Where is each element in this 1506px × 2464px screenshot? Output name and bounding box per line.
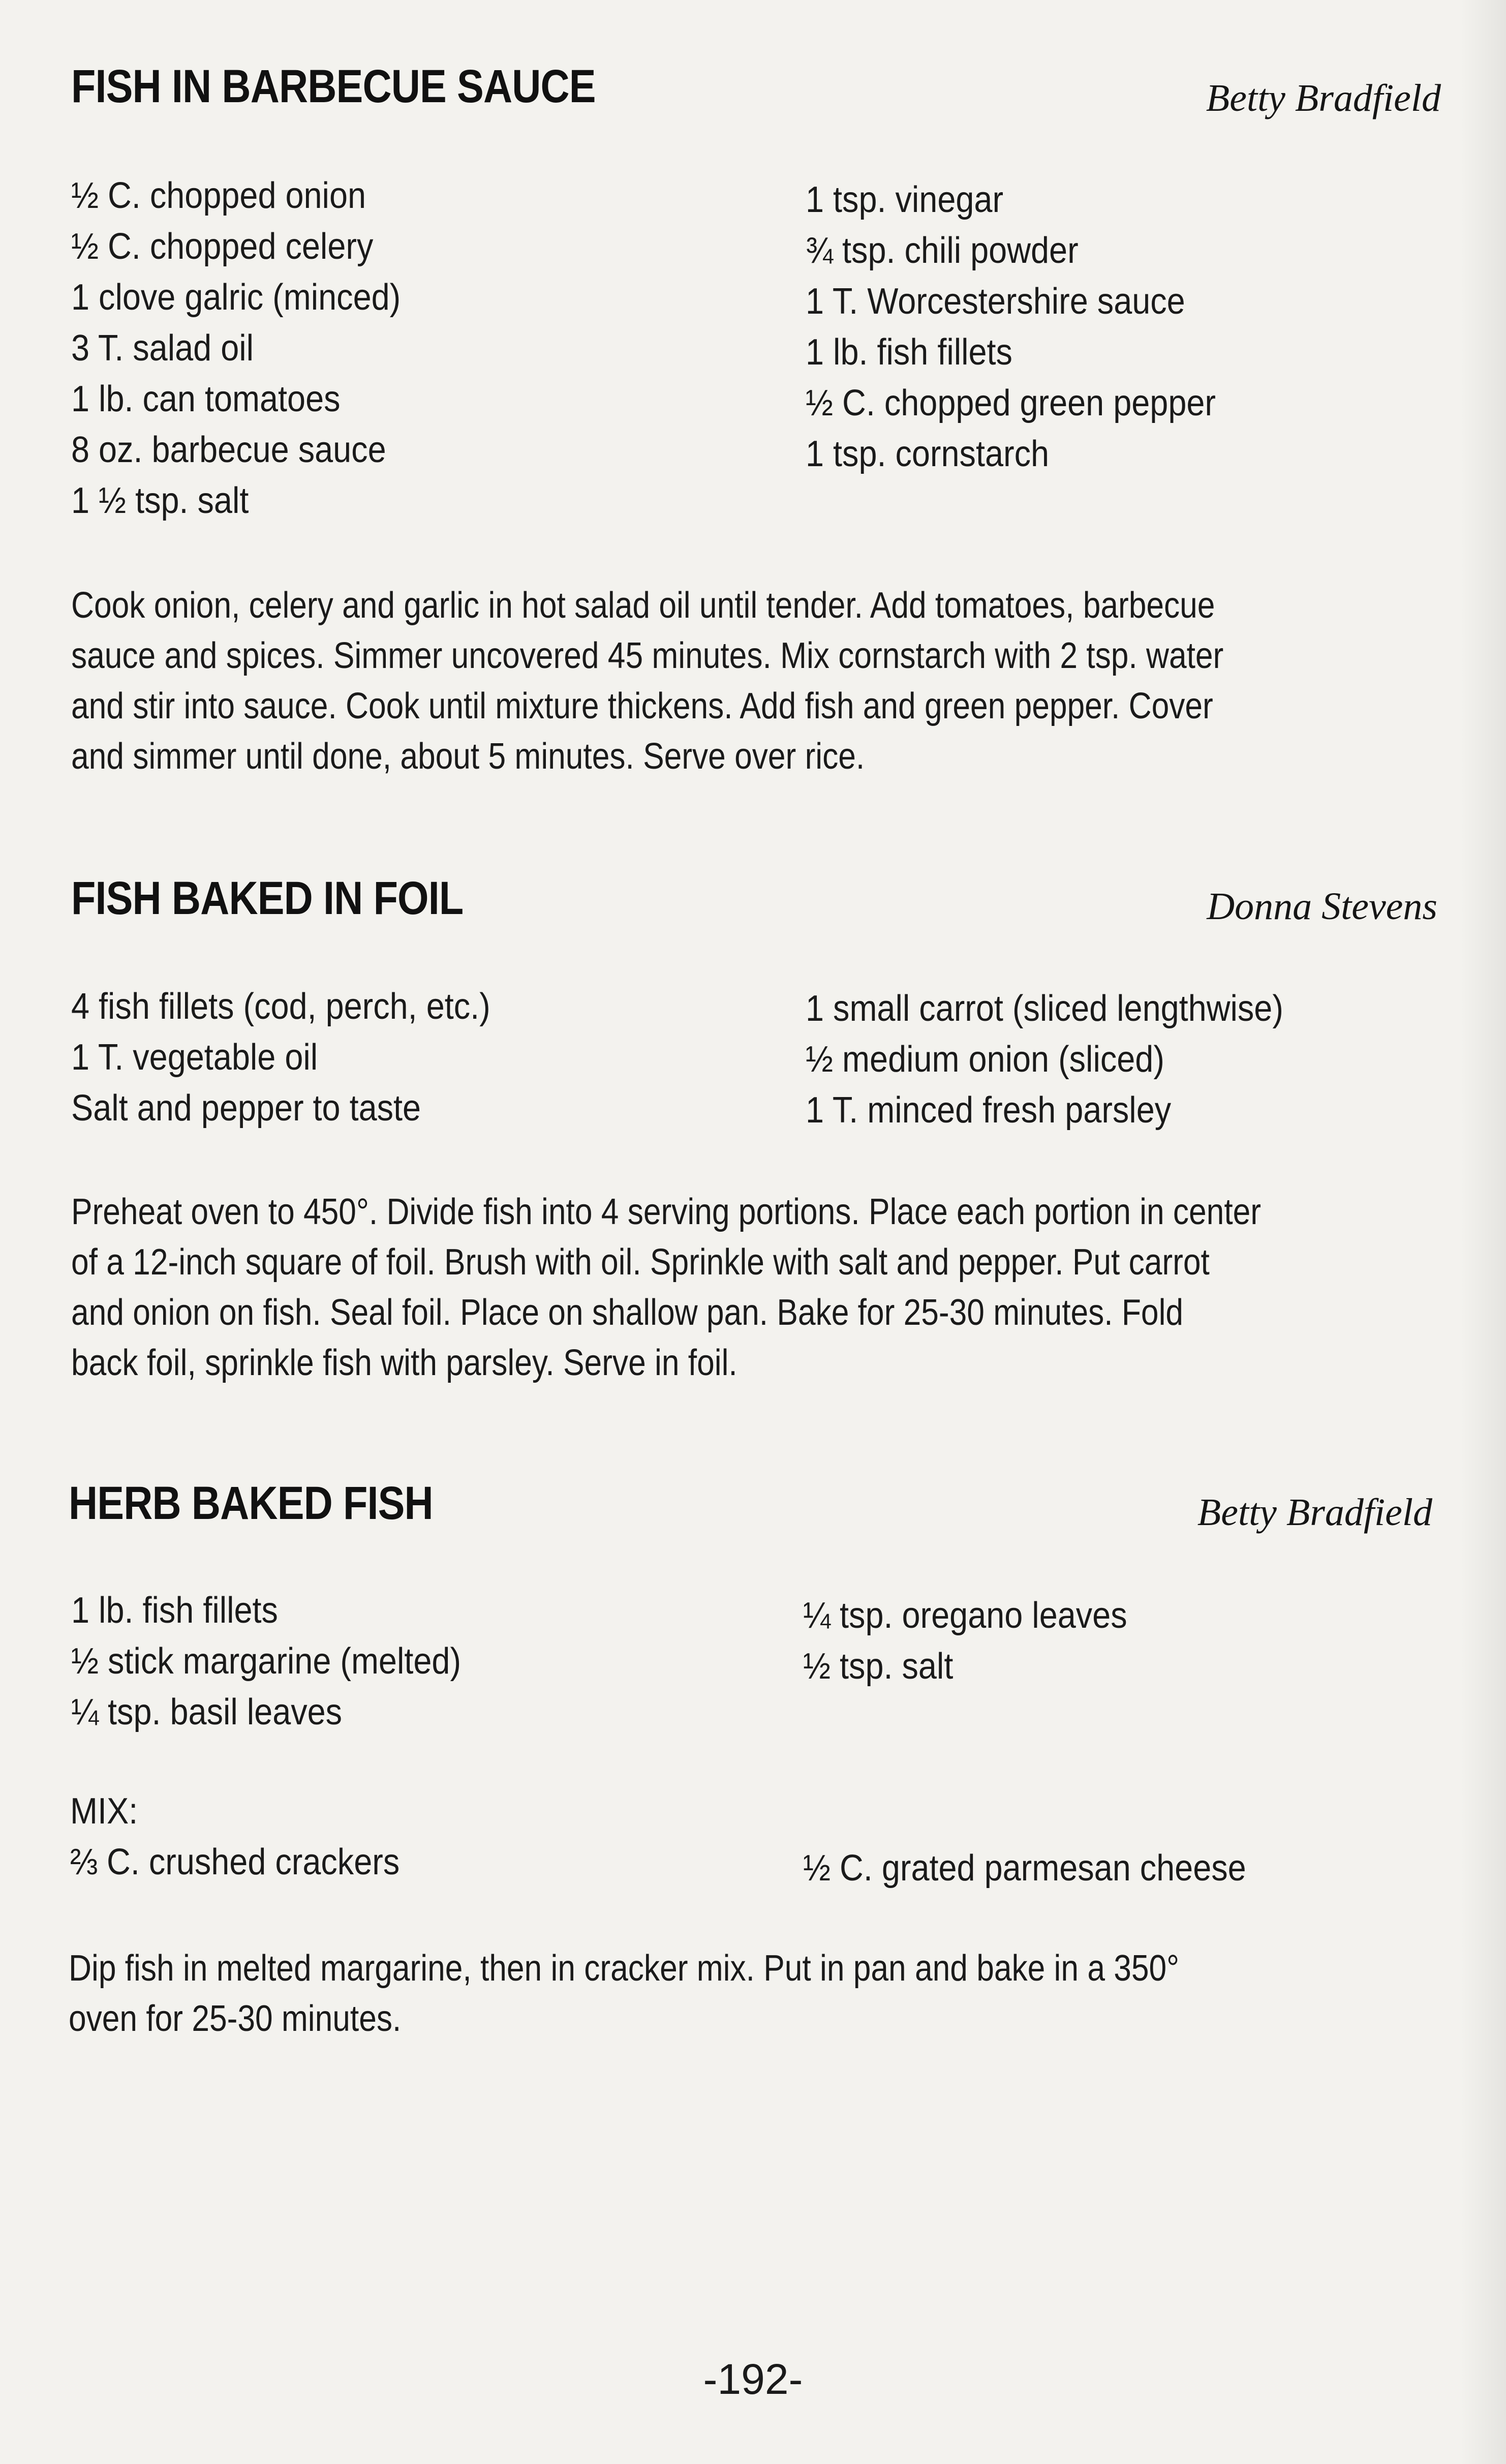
ingredient: 1 T. minced fresh parsley xyxy=(806,1090,1172,1131)
ingredient: 3 T. salad oil xyxy=(71,328,254,369)
instruction-line: sauce and spices. Simmer uncovered 45 minutes. Mix cornstarch with 2 tsp. water xyxy=(71,635,1224,676)
ingredients-right xyxy=(806,174,1262,479)
ingredient: 1 tsp. vinegar xyxy=(806,179,1004,220)
recipe-title: HERB BAKED FISH xyxy=(69,1477,433,1529)
ingredient: 1 small carrot (sliced lengthwise) xyxy=(806,988,1283,1029)
ingredient: 8 oz. barbecue sauce xyxy=(71,430,386,470)
ingredient: 4 fish fillets (cod, perch, etc.) xyxy=(71,986,490,1027)
ingredient: ½ C. chopped green pepper xyxy=(806,383,1216,423)
ingredient: 1 lb. fish fillets xyxy=(806,332,1012,373)
ingredient: Salt and pepper to taste xyxy=(71,1088,421,1129)
ingredients-left xyxy=(71,1585,504,1738)
mix-section xyxy=(70,1786,436,1888)
instruction-line: and onion on fish. Seal foil. Place on shallow pan. Bake for 25-30 minutes. Fold xyxy=(71,1292,1184,1333)
ingredients-left xyxy=(71,981,537,1134)
recipe-author: Betty Bradfield xyxy=(1206,77,1441,119)
ingredient: ¼ tsp. basil leaves xyxy=(71,1692,343,1732)
instruction-line: of a 12-inch square of foil. Brush with oil. Sprinkle with salt and pepper. Put carrot xyxy=(71,1242,1210,1283)
ingredient: 1 T. Worcestershire sauce xyxy=(806,281,1185,322)
ingredient: ½ medium onion (sliced) xyxy=(806,1039,1164,1080)
instruction-line: Cook onion, celery and garlic in hot salad oil until tender. Add tomatoes, barbecue xyxy=(71,585,1215,626)
ingredient: ½ C. chopped onion xyxy=(71,175,366,216)
ingredients-right xyxy=(803,1590,1163,1692)
instruction-line: and stir into sauce. Cook until mixture thickens. Add fish and green pepper. Cover xyxy=(71,686,1213,726)
instruction-line: back foil, sprinkle fish with parsley. Serve in foil. xyxy=(71,1343,737,1383)
ingredient: 1 clove galric (minced) xyxy=(71,277,401,318)
instruction-line: Dip fish in melted margarine, then in cracker mix. Put in pan and bake in a 350° xyxy=(69,1948,1180,1989)
recipe-instructions xyxy=(71,581,1489,782)
ingredient: ¼ tsp. oregano leaves xyxy=(803,1595,1127,1636)
ingredient: ½ stick margarine (melted) xyxy=(71,1641,462,1682)
recipe-instructions xyxy=(71,1187,1489,1388)
mix-label: MIX: xyxy=(70,1791,138,1832)
instruction-line: Preheat oven to 450°. Divide fish into 4 serving portions. Place each portion in center xyxy=(71,1192,1262,1232)
ingredient: ½ tsp. salt xyxy=(803,1646,954,1687)
ingredient: 1 lb. fish fillets xyxy=(71,1590,278,1631)
ingredients-left xyxy=(71,170,437,526)
ingredient: 1 ½ tsp. salt xyxy=(71,480,249,521)
ingredients-right xyxy=(806,983,1336,1136)
recipe-instructions xyxy=(69,1943,1487,2044)
ingredient: ½ C. chopped celery xyxy=(71,226,374,267)
recipe-author: Donna Stevens xyxy=(1207,885,1437,928)
mix-right xyxy=(803,1843,1296,1894)
recipe-title: FISH BAKED IN FOIL xyxy=(71,872,464,924)
instruction-line: and simmer until done, about 5 minutes. Serve over rice. xyxy=(71,736,865,777)
instruction-line: oven for 25-30 minutes. xyxy=(69,1998,402,2039)
ingredient: ½ C. grated parmesan cheese xyxy=(803,1848,1246,1889)
ingredient: 1 lb. can tomatoes xyxy=(71,379,341,419)
ingredient: 1 T. vegetable oil xyxy=(71,1037,318,1078)
page-number: -192- xyxy=(703,2355,803,2403)
recipe-title: FISH IN BARBECUE SAUCE xyxy=(71,60,596,112)
ingredient: ¾ tsp. chili powder xyxy=(806,230,1079,271)
ingredient: 1 tsp. cornstarch xyxy=(806,434,1050,474)
recipe-author: Betty Bradfield xyxy=(1197,1491,1432,1534)
ingredient: ⅔ C. crushed crackers xyxy=(70,1842,400,1882)
